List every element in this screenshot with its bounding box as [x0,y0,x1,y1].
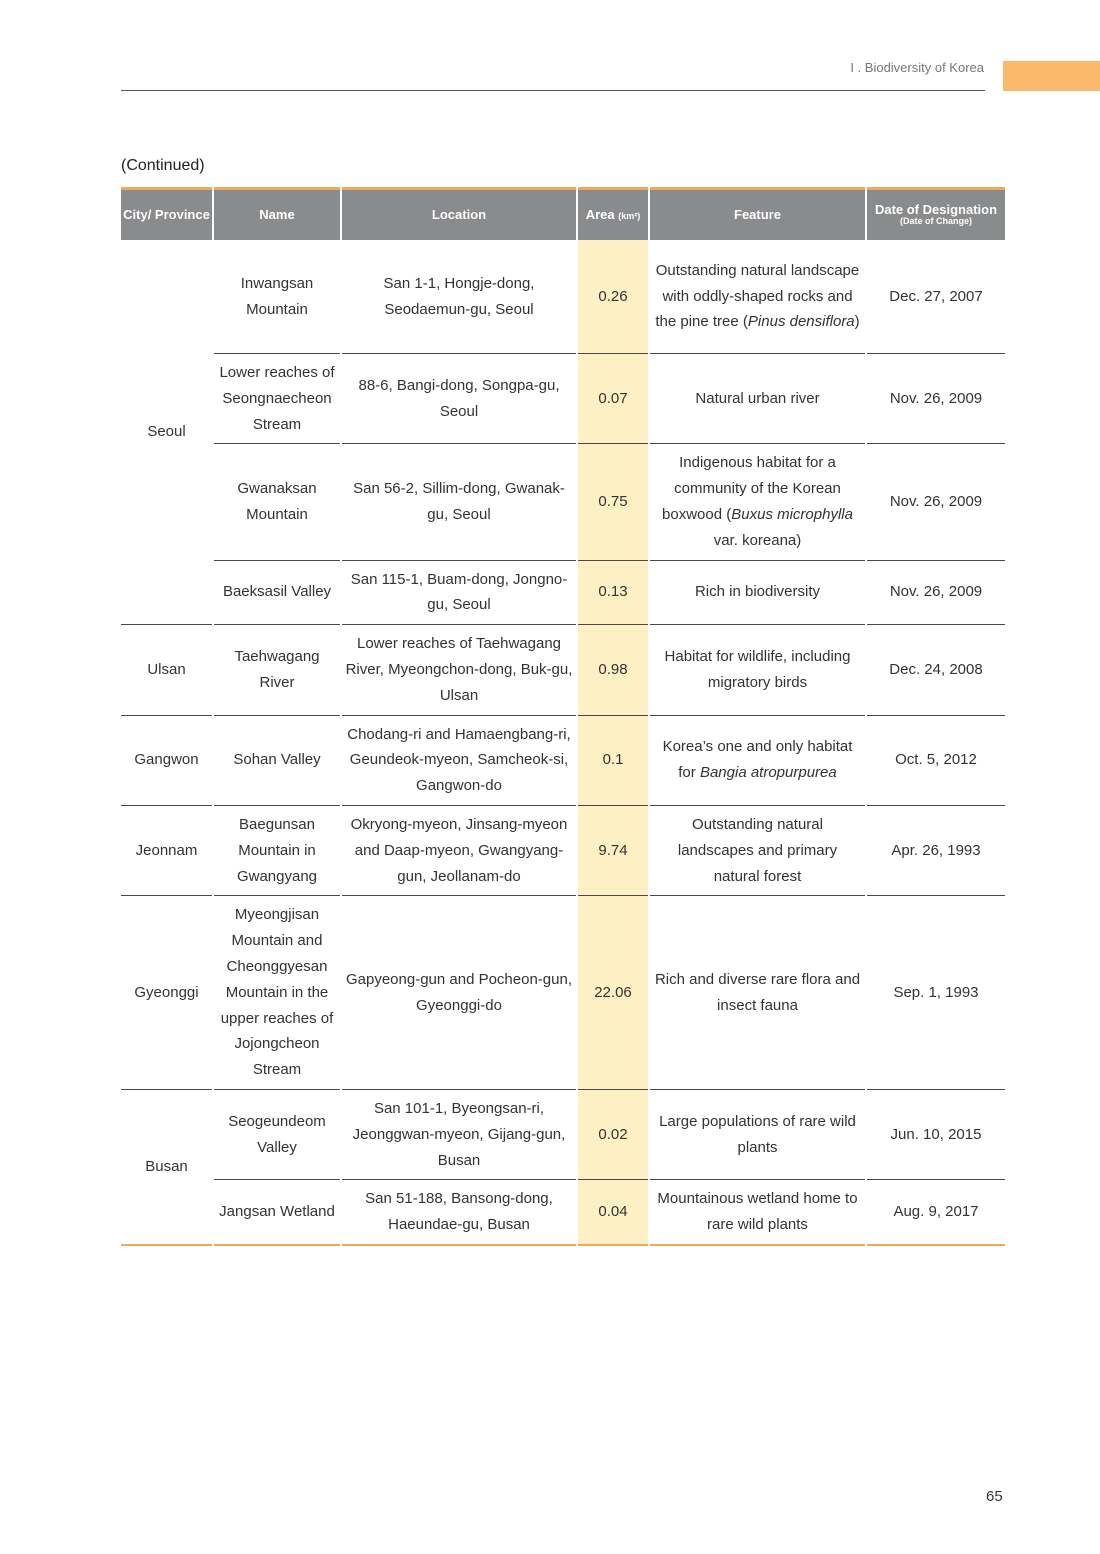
column-header-feature: Feature [650,187,865,240]
city-cell: Ulsan [121,625,212,715]
location-cell: San 56-2, Sillim-dong, Gwanak-gu, Seoul [342,444,576,560]
city-cell: Gangwon [121,716,212,806]
header-accent-tab [1003,61,1100,91]
area-cell: 0.26 [578,240,648,354]
feature-cell: Rich in biodiversity [650,561,865,626]
area-cell: 0.04 [578,1180,648,1246]
header-rule [121,90,985,91]
city-cell: Gyeonggi [121,896,212,1090]
feature-text: Outstanding natural landscape with oddly-shaped rocks and the pine tree [655,261,860,331]
feature-cell: Outstanding natural landscapes and primary natural forest [650,806,865,896]
city-cell: Jeonnam [121,806,212,896]
table-row [121,1180,1005,1246]
feature-text: Korea’s one and only habitat for [662,738,853,782]
name-cell: Gwanaksan Mountain [214,444,340,560]
table-header-row [121,187,1005,240]
date-cell: Apr. 26, 1993 [867,806,1005,896]
running-header: I . Biodiversity of Korea [850,60,984,75]
scientific-name: Bangia atropurpurea [699,764,837,782]
area-cell: 0.02 [578,1090,648,1180]
table-row [121,1090,1005,1180]
date-cell: Jun. 10, 2015 [867,1090,1005,1180]
date-cell: Sep. 1, 1993 [867,896,1005,1090]
feature-cell: Rich and diverse rare flora and insect fauna [650,896,865,1090]
name-cell: Myeongjisan Mountain and Cheonggyesan Mountain in the upper reaches of Jojongcheon Stream [214,896,340,1090]
column-header-city: City/ Province [121,187,212,240]
location-cell: San 115-1, Buam-dong, Jongno-gu, Seoul [342,561,576,626]
scientific-name: Buxus microphylla [731,505,853,523]
feature-text: Indigenous habitat for a community of the Korean boxwood [662,454,841,523]
city-cell: Busan [121,1090,212,1246]
date-cell: Oct. 5, 2012 [867,716,1005,806]
location-cell: Okryong-myeon, Jinsang-myeon and Daap-myeon, Gwangyang-gun, Jeollanam-do [342,806,576,896]
location-cell: Gapyeong-gun and Pocheon-gun, Gyeonggi-do [342,896,576,1090]
area-cell: 0.75 [578,444,648,560]
table-row [121,716,1005,806]
feature-cell: Natural urban river [650,354,865,444]
table-row [121,240,1005,354]
column-header-area [578,187,648,240]
name-cell: Lower reaches of Seongnaecheon Stream [214,354,340,444]
date-label: Date of Designation [874,201,998,217]
feature-variety: var. koreana [713,531,797,549]
area-cell: 9.74 [578,806,648,896]
location-cell: Chodang-ri and Hamaengbang-ri, Geundeok-myeon, Samcheok-si, Gangwon-do [342,716,576,806]
table-row [121,444,1005,560]
name-cell: Sohan Valley [214,716,340,806]
scientific-name: Pinus densiflora [747,313,855,331]
area-cell: 0.1 [578,716,648,806]
feature-cell: Habitat for wildlife, including migratory birds [650,625,865,715]
location-cell: San 1-1, Hongje-dong, Seodaemun-gu, Seoul [342,240,576,354]
name-cell: Baeksasil Valley [214,561,340,626]
name-cell: Taehwagang River [214,625,340,715]
table-row [121,354,1005,444]
date-cell: Nov. 26, 2009 [867,561,1005,626]
location-cell: Lower reaches of Taehwagang River, Myeongchon-dong, Buk-gu, Ulsan [342,625,576,715]
page-number: 65 [986,1488,1003,1505]
date-cell: Nov. 26, 2009 [867,354,1005,444]
area-cell: 22.06 [578,896,648,1090]
name-cell: Inwangsan Mountain [214,240,340,354]
column-header-date [867,187,1005,240]
city-cell: Seoul [121,240,212,625]
table-row [121,896,1005,1090]
column-header-location: Location [342,187,576,240]
area-cell: 0.13 [578,561,648,626]
table-row [121,561,1005,626]
date-cell: Dec. 27, 2007 [867,240,1005,354]
feature-cell: Indigenous habitat for a community of the Korean boxwood (Buxus microphylla var. koreana) [650,444,865,560]
ecological-reserve-table [119,187,1007,1246]
location-cell: San 51-188, Bansong-dong, Haeundae-gu, Busan [342,1180,576,1246]
date-cell: Aug. 9, 2017 [867,1180,1005,1246]
column-header-name: Name [214,187,340,240]
area-label: Area [585,206,615,222]
date-sub-label: (Date of Change) [900,216,972,227]
table-row [121,806,1005,896]
feature-cell [650,716,865,806]
name-cell: Jangsan Wetland [214,1180,340,1246]
area-cell: 0.98 [578,625,648,715]
name-cell: Seogeundeom Valley [214,1090,340,1180]
feature-cell: Large populations of rare wild plants [650,1090,865,1180]
area-unit: (km²) [618,210,641,221]
location-cell: 88-6, Bangi-dong, Songpa-gu, Seoul [342,354,576,444]
feature-cell: Outstanding natural landscape with oddly-shaped rocks and the pine tree (Pinus densiflora) [650,240,865,354]
name-cell: Baegunsan Mountain in Gwangyang [214,806,340,896]
feature-cell: Mountainous wetland home to rare wild plants [650,1180,865,1246]
continued-label: (Continued) [121,157,205,174]
area-cell: 0.07 [578,354,648,444]
table-row [121,625,1005,715]
date-cell: Nov. 26, 2009 [867,444,1005,560]
location-cell: San 101-1, Byeongsan-ri, Jeonggwan-myeon, Gijang-gun, Busan [342,1090,576,1180]
date-cell: Dec. 24, 2008 [867,625,1005,715]
